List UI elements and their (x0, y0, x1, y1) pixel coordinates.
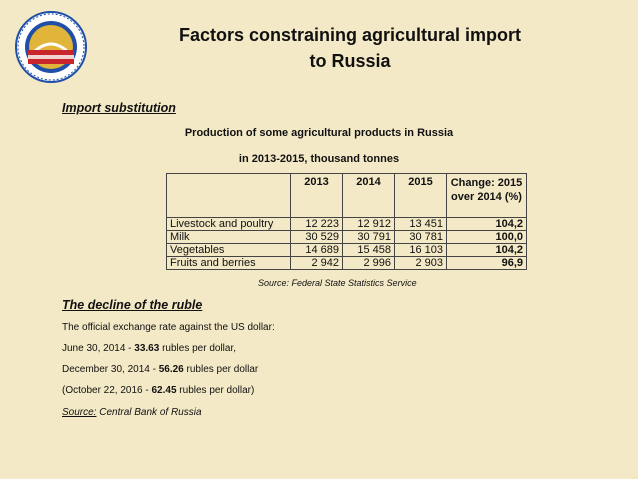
rate-value: 56.26 (158, 364, 184, 375)
table-header-cell: 2014 (343, 174, 395, 218)
union-emblem-icon (14, 10, 88, 84)
organization-logo (14, 10, 88, 84)
exchange-rate-line-3 (62, 385, 254, 396)
import-substitution-heading: Import substitution (62, 101, 176, 115)
rate-date-label: December 30, 2014 - (62, 364, 159, 375)
table-header-row (167, 174, 527, 218)
rate-date-label: June 30, 2014 - (62, 343, 135, 354)
table-row (167, 244, 527, 257)
table-cell: 100,0 (447, 231, 527, 244)
source-value: Central Bank of Russia (96, 407, 202, 418)
table-cell: 96,9 (447, 257, 527, 270)
table-cell: 16 103 (395, 244, 447, 257)
table-cell: 12 912 (343, 218, 395, 231)
rate-unit-label: rubles per dollar, (159, 343, 237, 354)
title-line-2: to Russia (309, 51, 391, 71)
rate-value: 33.63 (134, 343, 160, 354)
table-row (167, 257, 527, 270)
exchange-rate-line-2 (62, 364, 258, 375)
table-cell: 12 223 (291, 218, 343, 231)
title-line-1: Factors constraining agricultural import (178, 25, 522, 45)
production-table (166, 173, 527, 270)
table-cell: 13 451 (395, 218, 447, 231)
table-cell: 30 781 (395, 231, 447, 244)
table-title-line-1: Production of some agricultural products in Russia (184, 127, 454, 139)
table-cell: Fruits and berries (167, 257, 291, 270)
table-cell: Milk (167, 231, 291, 244)
table-source-note: Source: Federal State Statistics Service (258, 278, 417, 288)
table-cell: 2 996 (343, 257, 395, 270)
table-header-cell: 2015 (395, 174, 447, 218)
rate-value: 62.45 (151, 385, 177, 396)
table-row (167, 218, 527, 231)
exchange-rate-line-1 (62, 343, 236, 354)
table-cell: 14 689 (291, 244, 343, 257)
table-cell: 15 458 (343, 244, 395, 257)
ruble-source-note (62, 407, 202, 418)
table-cell: 2 942 (291, 257, 343, 270)
source-label: Source: (62, 407, 97, 418)
ruble-decline-heading: The decline of the ruble (62, 298, 203, 312)
table-cell: Vegetables (167, 244, 291, 257)
table-cell: 104,2 (447, 244, 527, 257)
page-title (120, 22, 580, 74)
table-cell: 30 529 (291, 231, 343, 244)
table-header-cell: 2013 (291, 174, 343, 218)
table-cell: 30 791 (343, 231, 395, 244)
table-cell: 104,2 (447, 218, 527, 231)
rate-date-label: (October 22, 2016 - (62, 385, 152, 396)
table-header-cell (167, 174, 291, 218)
table-row (167, 231, 527, 244)
rate-unit-label: rubles per dollar) (176, 385, 255, 396)
table-title-line-2: in 2013-2015, thousand tonnes (238, 153, 400, 165)
table-cell: 2 903 (395, 257, 447, 270)
exchange-rate-intro: The official exchange rate against the US dollar: (62, 322, 275, 333)
table-header-cell: Change: 2015 over 2014 (%) (447, 174, 527, 218)
table-cell: Livestock and poultry (167, 218, 291, 231)
rate-unit-label: rubles per dollar (183, 364, 259, 375)
